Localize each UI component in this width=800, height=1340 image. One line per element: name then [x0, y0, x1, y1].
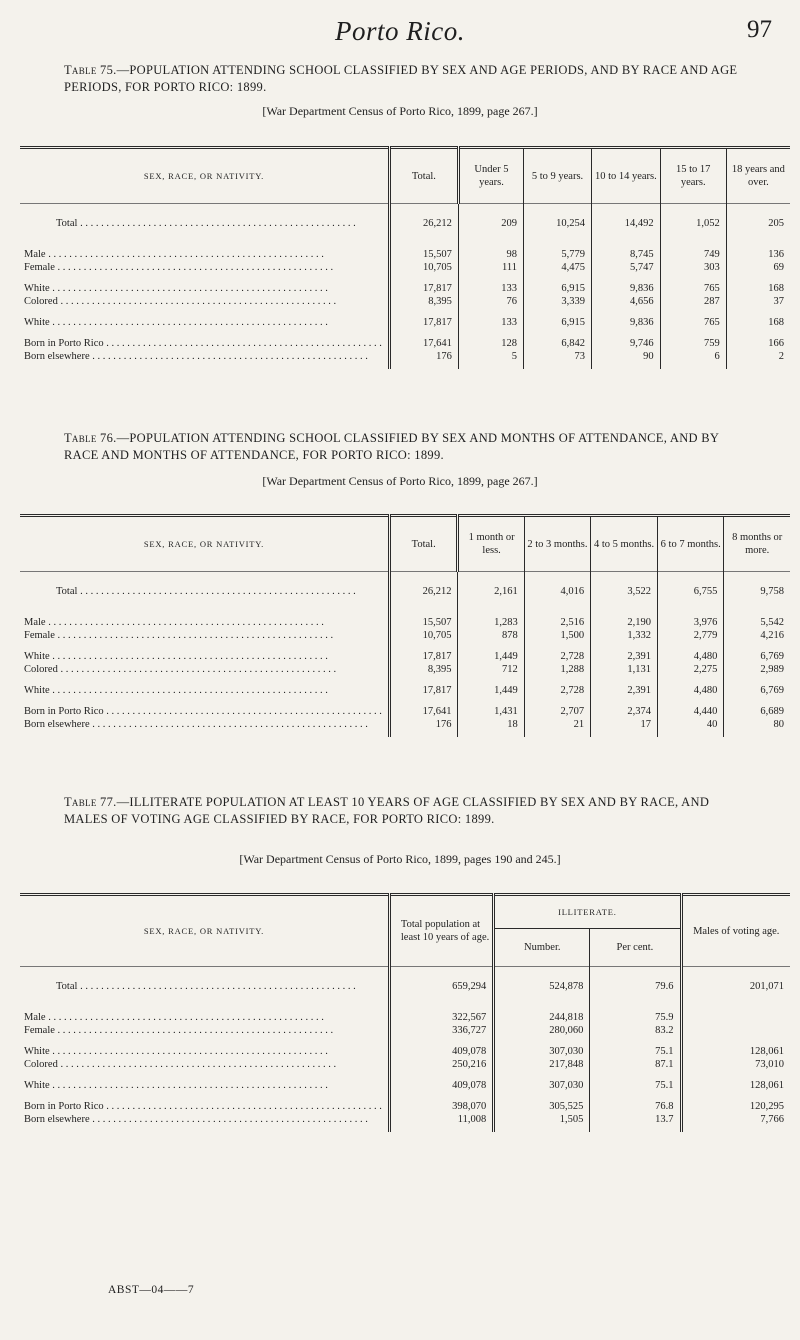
leader-dots: . . . . . . . . . . . . . . . . . . . . . . . . . . . . . . . . . . . . . . . . . . . . . . . . . . . . . [49, 1080, 328, 1091]
table-cell: 1,332 [591, 629, 658, 642]
row-label-text: Total [56, 586, 78, 597]
table-cell: 8,395 [389, 295, 458, 308]
table-cell: 75.1 [590, 1071, 681, 1092]
table-cell: 73,010 [681, 1058, 790, 1071]
table-cell: 307,030 [494, 1037, 590, 1058]
table-77-title: —ILLITERATE POPULATION AT LEAST 10 YEARS OF AGE CLASSIFIED BY SEX AND BY RACE, AND MALES OF VOTING AGE CLASSIFIED BY RACE, FOR PORTO RICO: 1899. [64, 795, 710, 826]
table-cell: 322,567 [389, 1003, 493, 1024]
table-cell: 87.1 [590, 1058, 681, 1071]
row-label-text: White [24, 317, 50, 328]
table-end-row [20, 731, 790, 737]
leader-dots: . . . . . . . . . . . . . . . . . . . . . . . . . . . . . . . . . . . . . . . . . . . . . . . . . . . . . [57, 296, 337, 307]
table-cell: 17,817 [389, 676, 458, 697]
table-cell: 166 [726, 329, 790, 350]
table-cell: 6,915 [524, 308, 592, 329]
table-75-header-row [20, 148, 790, 204]
table-cell: 5,542 [724, 608, 790, 629]
row-label-text: Female [24, 262, 55, 273]
row-label [20, 295, 389, 308]
leader-dots: . . . . . . . . . . . . . . . . . . . . . . . . . . . . . . . . . . . . . . . . . . . . . . . . . . . . . [57, 1059, 337, 1070]
table-end-row [20, 1126, 790, 1132]
running-head [0, 16, 800, 46]
table-cell: 15,507 [389, 608, 458, 629]
row-label [20, 1071, 389, 1092]
table-75 [20, 146, 790, 369]
row-label-text: White [24, 1046, 50, 1057]
table-cell: 6,755 [658, 572, 724, 609]
leader-dots: . . . . . . . . . . . . . . . . . . . . . . . . . . . . . . . . . . . . . . . . . . . . . . . . . . . . . [77, 218, 356, 229]
table-cell: 80 [724, 718, 790, 731]
row-label [20, 274, 389, 295]
table-cell: 2,516 [524, 608, 590, 629]
row-label-text: Male [24, 1012, 46, 1023]
table-cell: 6,689 [724, 697, 790, 718]
table-cell: 133 [458, 274, 523, 295]
table-cell: 10,705 [389, 629, 458, 642]
row-label [20, 350, 389, 363]
table-cell: 6,769 [724, 642, 790, 663]
table-row [20, 1113, 790, 1126]
row-label [20, 1003, 389, 1024]
table-cell: 6,769 [724, 676, 790, 697]
row-label [20, 329, 389, 350]
leader-dots: . . . . . . . . . . . . . . . . . . . . . . . . . . . . . . . . . . . . . . . . . . . . . . . . . . . . . [49, 685, 328, 696]
row-label [20, 1037, 389, 1058]
leader-dots: . . . . . . . . . . . . . . . . . . . . . . . . . . . . . . . . . . . . . . . . . . . . . . . . . . . . . [77, 586, 356, 597]
table-76-number: Table 76. [64, 431, 117, 445]
table-cell: 73 [524, 350, 592, 363]
table-cell: 14,492 [592, 204, 661, 241]
table-75-caption [64, 62, 754, 96]
table-76-header-row [20, 516, 790, 572]
table-cell: 205 [726, 204, 790, 241]
table-cell: 83.2 [590, 1024, 681, 1037]
row-label [20, 308, 389, 329]
table-cell: 303 [660, 261, 726, 274]
table-cell: 524,878 [494, 967, 590, 1004]
column-header: Males of voting age. [681, 895, 790, 967]
table-cell: 17 [591, 718, 658, 731]
table-cell: 712 [458, 663, 524, 676]
table-row [20, 572, 790, 609]
table-cell: 2 [726, 350, 790, 363]
table-cell: 17,641 [389, 329, 458, 350]
table-cell: 4,480 [658, 676, 724, 697]
table-cell: 765 [660, 308, 726, 329]
table-cell: 1,505 [494, 1113, 590, 1126]
table-row [20, 204, 790, 241]
row-label [20, 697, 389, 718]
table-77-caption [64, 794, 754, 828]
table-75-number: Table 75. [64, 63, 117, 77]
row-label-text: Born in Porto Rico [24, 1101, 104, 1112]
row-label [20, 204, 389, 241]
row-label [20, 261, 389, 274]
column-header: 6 to 7 months. [658, 516, 724, 572]
column-header: Number. [494, 929, 590, 967]
table-row [20, 274, 790, 295]
table-cell: 11,008 [389, 1113, 493, 1126]
table-cell: 398,070 [389, 1092, 493, 1113]
row-label [20, 676, 389, 697]
row-label [20, 1092, 389, 1113]
table-cell: 75.9 [590, 1003, 681, 1024]
leader-dots: . . . . . . . . . . . . . . . . . . . . . . . . . . . . . . . . . . . . . . . . . . . . . . . . . . . . . [54, 1025, 334, 1036]
column-header: 4 to 5 months. [591, 516, 658, 572]
row-label-text: Born in Porto Rico [24, 338, 104, 349]
row-label-text: Total [56, 218, 78, 229]
row-label-text: Born elsewhere [24, 351, 90, 362]
column-header: 5 to 9 years. [524, 148, 592, 204]
row-label-text: Female [24, 630, 55, 641]
row-label [20, 629, 389, 642]
table-row [20, 261, 790, 274]
table-cell: 2,707 [524, 697, 590, 718]
leader-dots: . . . . . . . . . . . . . . . . . . . . . . . . . . . . . . . . . . . . . . . . . . . . . . . . . . . . . [49, 283, 328, 294]
table-cell: 749 [660, 240, 726, 261]
table-cell: 128 [458, 329, 523, 350]
table-cell: 75.1 [590, 1037, 681, 1058]
table-cell: 17,641 [389, 697, 458, 718]
table-row [20, 1003, 790, 1024]
table-cell: 3,339 [524, 295, 592, 308]
table-cell: 305,525 [494, 1092, 590, 1113]
table-cell: 9,758 [724, 572, 790, 609]
table-cell: 336,727 [389, 1024, 493, 1037]
table-row [20, 295, 790, 308]
table-cell: 2,161 [458, 572, 524, 609]
table-cell: 244,818 [494, 1003, 590, 1024]
table-cell: 4,016 [524, 572, 590, 609]
row-label [20, 240, 389, 261]
table-cell: 6,842 [524, 329, 592, 350]
column-header: 15 to 17 years. [660, 148, 726, 204]
row-label-text: White [24, 1080, 50, 1091]
leader-dots: . . . . . . . . . . . . . . . . . . . . . . . . . . . . . . . . . . . . . . . . . . . . . . . . . . . . . [54, 630, 334, 641]
table-cell: 287 [660, 295, 726, 308]
table-row [20, 676, 790, 697]
table-cell: 9,836 [592, 308, 661, 329]
table-cell: 1,500 [524, 629, 590, 642]
leader-dots: . . . . . . . . . . . . . . . . . . . . . . . . . . . . . . . . . . . . . . . . . . . . . . . . . . . . . [45, 249, 324, 260]
table-cell: 4,475 [524, 261, 592, 274]
row-label-text: Total [56, 981, 78, 992]
column-header: 18 years and over. [726, 148, 790, 204]
table-cell: 3,976 [658, 608, 724, 629]
table-row [20, 697, 790, 718]
table-cell: 2,989 [724, 663, 790, 676]
table-cell: 2,728 [524, 642, 590, 663]
row-label-text: White [24, 685, 50, 696]
table-cell: 2,779 [658, 629, 724, 642]
table-cell: 6,915 [524, 274, 592, 295]
table-cell: 128,061 [681, 1037, 790, 1058]
table-cell: 1,449 [458, 676, 524, 697]
column-header: SEX, RACE, OR NATIVITY. [143, 925, 265, 936]
table-cell: 2,391 [591, 676, 658, 697]
table-cell: 40 [658, 718, 724, 731]
column-header: Total. [389, 148, 458, 204]
column-header: Total. [389, 516, 458, 572]
row-label [20, 1024, 389, 1037]
table-row [20, 1092, 790, 1113]
table-cell: 10,254 [524, 204, 592, 241]
table-row [20, 1037, 790, 1058]
table-row [20, 967, 790, 1004]
table-cell: 79.6 [590, 967, 681, 1004]
table-cell: 1,449 [458, 642, 524, 663]
table-cell: 37 [726, 295, 790, 308]
column-header: SEX, RACE, OR NATIVITY. [143, 538, 265, 549]
row-label [20, 718, 389, 731]
table-cell: 4,480 [658, 642, 724, 663]
table-row [20, 308, 790, 329]
table-76-source: [War Department Census of Porto Rico, 1899, page 267.] [262, 474, 538, 488]
row-label [20, 1058, 389, 1071]
table-cell: 69 [726, 261, 790, 274]
leader-dots: . . . . . . . . . . . . . . . . . . . . . . . . . . . . . . . . . . . . . . . . . . . . . . . . . . . . . [103, 338, 382, 349]
running-title: Porto Rico. [335, 16, 465, 46]
table-cell: 176 [389, 718, 458, 731]
leader-dots: . . . . . . . . . . . . . . . . . . . . . . . . . . . . . . . . . . . . . . . . . . . . . . . . . . . . . [89, 719, 368, 730]
table-cell: 4,216 [724, 629, 790, 642]
table-cell: 201,071 [681, 967, 790, 1004]
table-row [20, 629, 790, 642]
row-label-text: Born elsewhere [24, 719, 90, 730]
table-cell: 280,060 [494, 1024, 590, 1037]
row-label-text: Male [24, 617, 46, 628]
table-row [20, 718, 790, 731]
table-cell: 2,275 [658, 663, 724, 676]
column-header: 1 month or less. [458, 516, 524, 572]
table-cell: 168 [726, 308, 790, 329]
row-label-text: Male [24, 249, 46, 260]
table-cell: 1,283 [458, 608, 524, 629]
row-label-text: Colored [24, 1059, 58, 1070]
table-cell: 878 [458, 629, 524, 642]
table-row [20, 1058, 790, 1071]
table-77-source: [War Department Census of Porto Rico, 1899, pages 190 and 245.] [239, 852, 561, 866]
column-header: 8 months or more. [724, 516, 790, 572]
table-cell: 759 [660, 329, 726, 350]
column-header: Per cent. [590, 929, 681, 967]
row-label [20, 642, 389, 663]
table-cell: 6 [660, 350, 726, 363]
table-cell: 4,440 [658, 697, 724, 718]
column-header: ILLITERATE. [494, 895, 681, 929]
leader-dots: . . . . . . . . . . . . . . . . . . . . . . . . . . . . . . . . . . . . . . . . . . . . . . . . . . . . . [45, 617, 324, 628]
column-header: Total population at least 10 years of age. [389, 895, 493, 967]
page-number: 97 [747, 16, 772, 43]
table-cell: 5,747 [592, 261, 661, 274]
table-cell: 9,836 [592, 274, 661, 295]
table-cell: 2,391 [591, 642, 658, 663]
table-cell: 98 [458, 240, 523, 261]
table-cell: 8,745 [592, 240, 661, 261]
row-label-text: Colored [24, 296, 58, 307]
table-77-number: Table 77. [64, 795, 117, 809]
row-label-text: Female [24, 1025, 55, 1036]
row-label-text: White [24, 283, 50, 294]
table-cell: 765 [660, 274, 726, 295]
table-cell: 76.8 [590, 1092, 681, 1113]
table-cell: 4,656 [592, 295, 661, 308]
table-75-source: [War Department Census of Porto Rico, 1899, page 267.] [262, 104, 538, 118]
row-label [20, 572, 389, 609]
leader-dots: . . . . . . . . . . . . . . . . . . . . . . . . . . . . . . . . . . . . . . . . . . . . . . . . . . . . . [89, 351, 368, 362]
column-header: Under 5 years. [458, 148, 523, 204]
column-header: 10 to 14 years. [592, 148, 661, 204]
table-cell: 1,052 [660, 204, 726, 241]
table-row [20, 1071, 790, 1092]
table-cell: 5,779 [524, 240, 592, 261]
table-cell: 9,746 [592, 329, 661, 350]
leader-dots: . . . . . . . . . . . . . . . . . . . . . . . . . . . . . . . . . . . . . . . . . . . . . . . . . . . . . [49, 651, 328, 662]
table-76-caption [64, 430, 754, 464]
table-77-header-row [20, 895, 790, 929]
table-77 [20, 893, 790, 1132]
table-cell: 1,288 [524, 663, 590, 676]
leader-dots: . . . . . . . . . . . . . . . . . . . . . . . . . . . . . . . . . . . . . . . . . . . . . . . . . . . . . [103, 706, 382, 717]
row-label-text: Born in Porto Rico [24, 706, 104, 717]
table-cell: 21 [524, 718, 590, 731]
table-cell [681, 1003, 790, 1024]
table-cell: 13.7 [590, 1113, 681, 1126]
table-row [20, 350, 790, 363]
table-cell: 217,848 [494, 1058, 590, 1071]
table-75-title: —POPULATION ATTENDING SCHOOL CLASSIFIED BY SEX AND AGE PERIODS, AND BY RACE AND AGE PERIODS, FOR PORTO RICO: 1899. [64, 63, 738, 94]
table-cell: 409,078 [389, 1071, 493, 1092]
row-label [20, 967, 389, 1004]
table-cell: 3,522 [591, 572, 658, 609]
table-cell: 409,078 [389, 1037, 493, 1058]
table-76 [20, 514, 790, 737]
table-row [20, 608, 790, 629]
table-cell: 209 [458, 204, 523, 241]
table-cell: 10,705 [389, 261, 458, 274]
leader-dots: . . . . . . . . . . . . . . . . . . . . . . . . . . . . . . . . . . . . . . . . . . . . . . . . . . . . . [89, 1114, 368, 1125]
table-cell: 2,728 [524, 676, 590, 697]
table-cell: 15,507 [389, 240, 458, 261]
footer-signature: ABST—04——7 [108, 1284, 195, 1296]
row-label [20, 663, 389, 676]
table-cell [681, 1024, 790, 1037]
table-row [20, 240, 790, 261]
table-row [20, 663, 790, 676]
table-cell: 111 [458, 261, 523, 274]
table-cell: 307,030 [494, 1071, 590, 1092]
table-cell: 1,431 [458, 697, 524, 718]
table-cell: 18 [458, 718, 524, 731]
table-cell: 17,817 [389, 308, 458, 329]
table-76-title: —POPULATION ATTENDING SCHOOL CLASSIFIED BY SEX AND MONTHS OF ATTENDANCE, AND BY RACE AND MONTHS OF ATTENDANCE, FOR PORTO RICO: 1899. [64, 431, 719, 462]
table-end-row [20, 363, 790, 369]
row-label-text: White [24, 651, 50, 662]
table-cell: 168 [726, 274, 790, 295]
table-cell: 7,766 [681, 1113, 790, 1126]
row-label [20, 608, 389, 629]
leader-dots: . . . . . . . . . . . . . . . . . . . . . . . . . . . . . . . . . . . . . . . . . . . . . . . . . . . . . [49, 317, 328, 328]
row-label-text: Colored [24, 664, 58, 675]
table-cell: 2,374 [591, 697, 658, 718]
leader-dots: . . . . . . . . . . . . . . . . . . . . . . . . . . . . . . . . . . . . . . . . . . . . . . . . . . . . . [77, 981, 356, 992]
table-cell: 176 [389, 350, 458, 363]
table-cell: 5 [458, 350, 523, 363]
table-cell: 136 [726, 240, 790, 261]
leader-dots: . . . . . . . . . . . . . . . . . . . . . . . . . . . . . . . . . . . . . . . . . . . . . . . . . . . . . [49, 1046, 328, 1057]
table-cell: 128,061 [681, 1071, 790, 1092]
table-row [20, 329, 790, 350]
column-header: SEX, RACE, OR NATIVITY. [143, 170, 265, 181]
table-cell: 17,817 [389, 642, 458, 663]
table-cell: 26,212 [389, 204, 458, 241]
table-row [20, 1024, 790, 1037]
leader-dots: . . . . . . . . . . . . . . . . . . . . . . . . . . . . . . . . . . . . . . . . . . . . . . . . . . . . . [45, 1012, 324, 1023]
table-row [20, 642, 790, 663]
row-label [20, 1113, 389, 1126]
table-cell: 659,294 [389, 967, 493, 1004]
leader-dots: . . . . . . . . . . . . . . . . . . . . . . . . . . . . . . . . . . . . . . . . . . . . . . . . . . . . . [57, 664, 337, 675]
row-label-text: Born elsewhere [24, 1114, 90, 1125]
table-cell: 8,395 [389, 663, 458, 676]
table-cell: 2,190 [591, 608, 658, 629]
leader-dots: . . . . . . . . . . . . . . . . . . . . . . . . . . . . . . . . . . . . . . . . . . . . . . . . . . . . . [103, 1101, 382, 1112]
table-cell: 76 [458, 295, 523, 308]
leader-dots: . . . . . . . . . . . . . . . . . . . . . . . . . . . . . . . . . . . . . . . . . . . . . . . . . . . . . [54, 262, 334, 273]
table-cell: 90 [592, 350, 661, 363]
table-cell: 26,212 [389, 572, 458, 609]
column-header: 2 to 3 months. [524, 516, 590, 572]
table-cell: 133 [458, 308, 523, 329]
table-cell: 17,817 [389, 274, 458, 295]
table-cell: 1,131 [591, 663, 658, 676]
table-cell: 120,295 [681, 1092, 790, 1113]
table-cell: 250,216 [389, 1058, 493, 1071]
